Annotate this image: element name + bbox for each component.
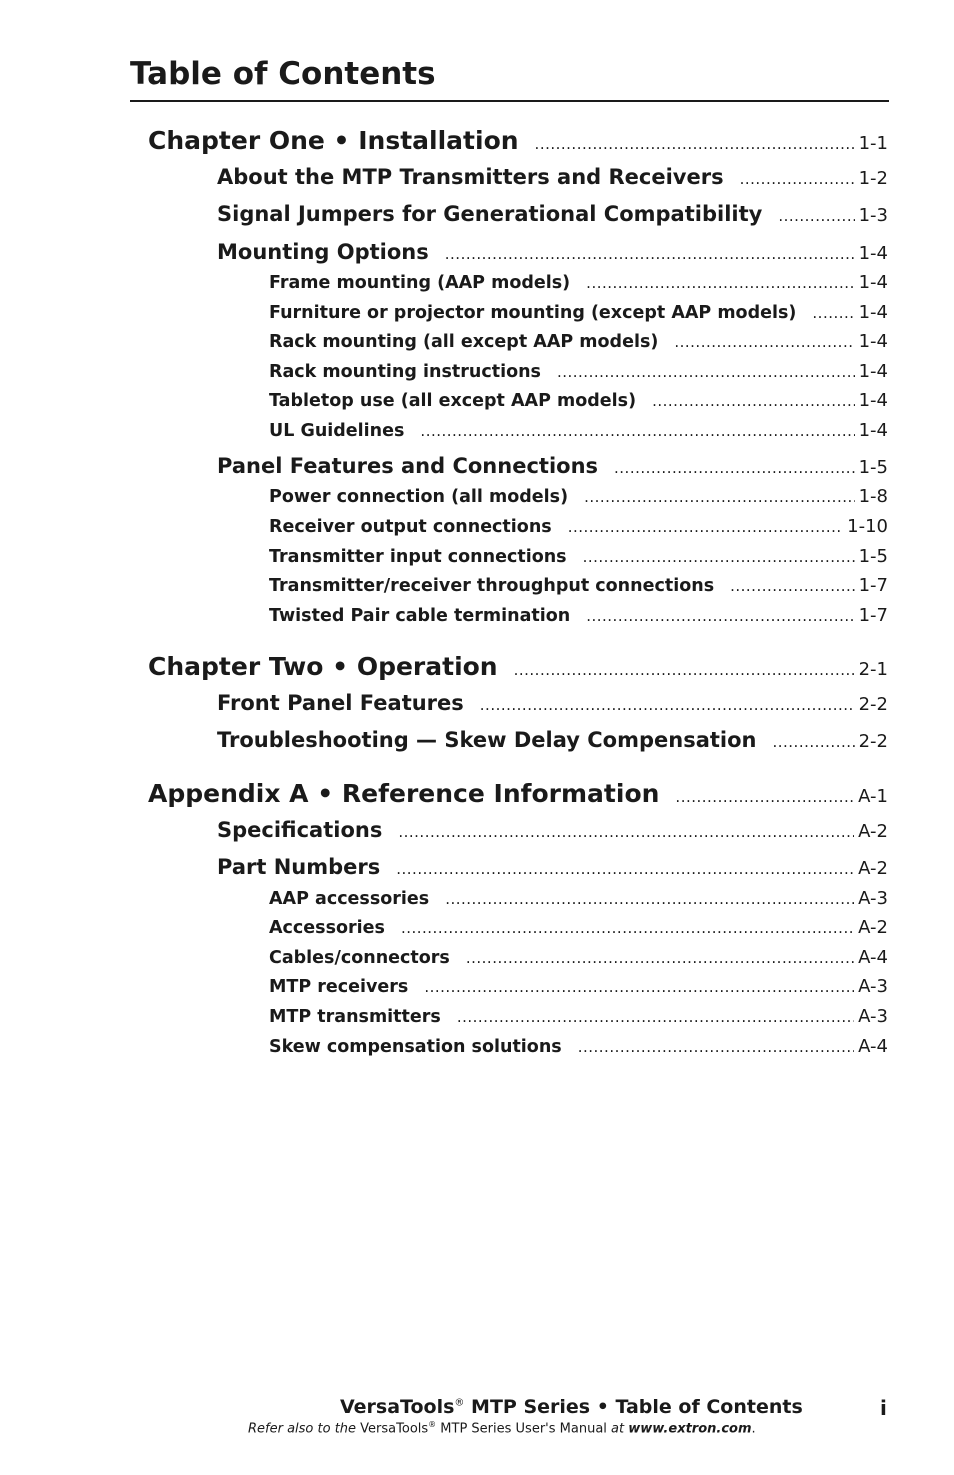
toc-entry-title: Twisted Pair cable termination [269,606,571,626]
toc-entry-title: Specifications [217,818,383,842]
toc-entry-title: MTP receivers [269,977,409,997]
toc-entry-title: Panel Features and Connections [217,454,599,478]
toc-entry[interactable] [217,202,888,226]
toc-entry-page: 1-4 [858,272,888,293]
footer-note [248,1420,756,1436]
dot-leader [583,548,855,566]
toc-entry[interactable] [269,976,888,997]
toc-entry-page: 1-5 [858,546,888,567]
toc-entry-title: Front Panel Features [217,691,464,715]
toc-entry-page: 1-4 [858,243,888,264]
dot-leader [398,823,854,841]
toc-entry-page: 2-2 [858,731,888,752]
toc-entry[interactable] [217,454,888,478]
toc-entry-page: 1-4 [858,361,888,382]
toc-entry[interactable] [269,486,888,507]
toc-entry-page: 1-4 [858,331,888,352]
toc-entry[interactable] [269,605,888,626]
dot-leader [557,363,855,381]
toc-entry[interactable] [269,420,888,441]
toc-entry-page: A-3 [858,976,888,997]
dot-leader [578,1038,854,1056]
dot-leader [401,919,854,937]
dot-leader [568,518,843,536]
dot-leader [740,170,855,188]
toc-entry-page: A-3 [858,888,888,909]
footer-note-prefix: Refer also to the [248,1421,361,1437]
dot-leader [778,207,854,225]
toc-entry-title: Power connection (all models) [269,487,569,507]
toc-entry-title: Skew compensation solutions [269,1037,562,1057]
dot-leader [772,733,854,751]
dot-leader [535,135,855,153]
toc-entry[interactable] [217,691,888,715]
toc-entry-title: Signal Jumpers for Generational Compatibility [217,202,763,226]
toc-entry-title: Chapter Two • Operation [148,652,498,681]
toc-entry-page: 1-4 [858,302,888,323]
toc-entry[interactable] [269,888,888,909]
toc-entry-page: A-3 [858,1006,888,1027]
dot-leader [652,392,855,410]
toc-entry[interactable] [269,1006,888,1027]
toc-entry[interactable] [269,331,888,352]
footer-note-brand: VersaTools [360,1421,429,1437]
toc-entry[interactable] [269,546,888,567]
toc-entry-page: 1-8 [858,486,888,507]
toc-entry-page: A-2 [858,917,888,938]
toc-entry[interactable] [269,272,888,293]
dot-leader [584,488,855,506]
toc-entry-title: Frame mounting (AAP models) [269,273,571,293]
toc-entry-page: 2-1 [858,659,888,680]
toc-entry-title: Rack mounting instructions [269,362,541,382]
footer-brand: VersaTools [340,1396,455,1418]
toc-entry-page: A-2 [858,858,888,879]
dot-leader [424,978,854,996]
footer-title [340,1396,803,1418]
toc-entry-page: 1-3 [858,205,888,226]
dot-leader [586,274,854,292]
toc-entry-title: MTP transmitters [269,1007,441,1027]
toc-entry-page: 1-5 [858,457,888,478]
footer-note-at: at [611,1421,629,1437]
toc-entry-title: Rack mounting (all except AAP models) [269,332,659,352]
toc-entry[interactable] [217,855,888,879]
toc-entry-title: Mounting Options [217,240,429,264]
toc-entry-title: About the MTP Transmitters and Receivers [217,165,724,189]
toc-entry-page: 1-1 [858,133,888,154]
dot-leader [675,788,854,806]
toc-entry-title: Tabletop use (all except AAP models) [269,391,637,411]
toc-entry[interactable] [217,728,888,752]
toc-entry-page: 1-10 [847,516,888,537]
footer-note-manual: MTP Series User's Manual [436,1421,612,1437]
toc-entry[interactable] [148,126,888,155]
toc-entry-page: 2-2 [858,694,888,715]
toc-entry[interactable] [148,652,888,681]
toc-entry-title: Cables/connectors [269,948,450,968]
toc-entry-page: A-4 [858,947,888,968]
toc-entry-title: Transmitter/receiver throughput connections [269,576,715,596]
toc-entry-title: Troubleshooting — Skew Delay Compensation [217,728,757,752]
toc-entry[interactable] [269,361,888,382]
dot-leader [445,245,855,263]
toc-entry-page: 1-2 [858,168,888,189]
toc-entry[interactable] [217,240,888,264]
toc-entry-title: Part Numbers [217,855,381,879]
toc-entry[interactable] [217,818,888,842]
toc-entry-page: A-4 [858,1036,888,1057]
toc-entry-page: 1-4 [858,390,888,411]
toc-entry-title: Accessories [269,918,385,938]
toc-entry-title: Appendix A • Reference Information [148,779,660,808]
toc-entry-title: Furniture or projector mounting (except AAP models) [269,303,797,323]
toc-entry[interactable] [148,779,888,808]
dot-leader [457,1008,854,1026]
toc-entry-page: A-2 [858,821,888,842]
dot-leader [730,577,854,595]
toc-entry-title: Chapter One • Installation [148,126,519,155]
footer-note-url[interactable]: www.extron.com [628,1421,752,1437]
toc-entry-page: A-1 [858,786,888,807]
toc-entry[interactable] [269,947,888,968]
dot-leader [445,890,854,908]
footer-note-end: . [751,1421,756,1437]
toc-entry-title: UL Guidelines [269,421,405,441]
toc-entry-page: 1-4 [858,420,888,441]
toc-entry[interactable] [269,1036,888,1057]
dot-leader [812,304,854,322]
toc-entry-title: AAP accessories [269,889,430,909]
dot-leader [614,459,855,477]
toc-entry-page: 1-7 [858,575,888,596]
dot-leader [396,860,854,878]
toc-entry[interactable] [217,165,888,189]
dot-leader [420,422,854,440]
toc-entry-title: Receiver output connections [269,517,552,537]
footer-page-number: i [880,1396,887,1420]
toc-entry[interactable] [269,575,888,596]
toc-entry[interactable] [269,390,888,411]
toc-entry-title: Transmitter input connections [269,547,567,567]
dot-leader [514,661,855,679]
footer-note-registered-mark: ® [428,1420,437,1429]
toc-entry[interactable] [269,917,888,938]
page-title: Table of Contents [130,56,436,92]
toc-entry-page: 1-7 [858,605,888,626]
dot-leader [674,333,854,351]
dot-leader [466,949,854,967]
footer-registered-mark: ® [454,1397,465,1409]
toc-entry[interactable] [269,516,888,537]
footer-title-rest: MTP Series • Table of Contents [464,1396,803,1418]
dot-leader [480,696,855,714]
dot-leader [586,607,854,625]
toc-entry[interactable] [269,302,888,323]
